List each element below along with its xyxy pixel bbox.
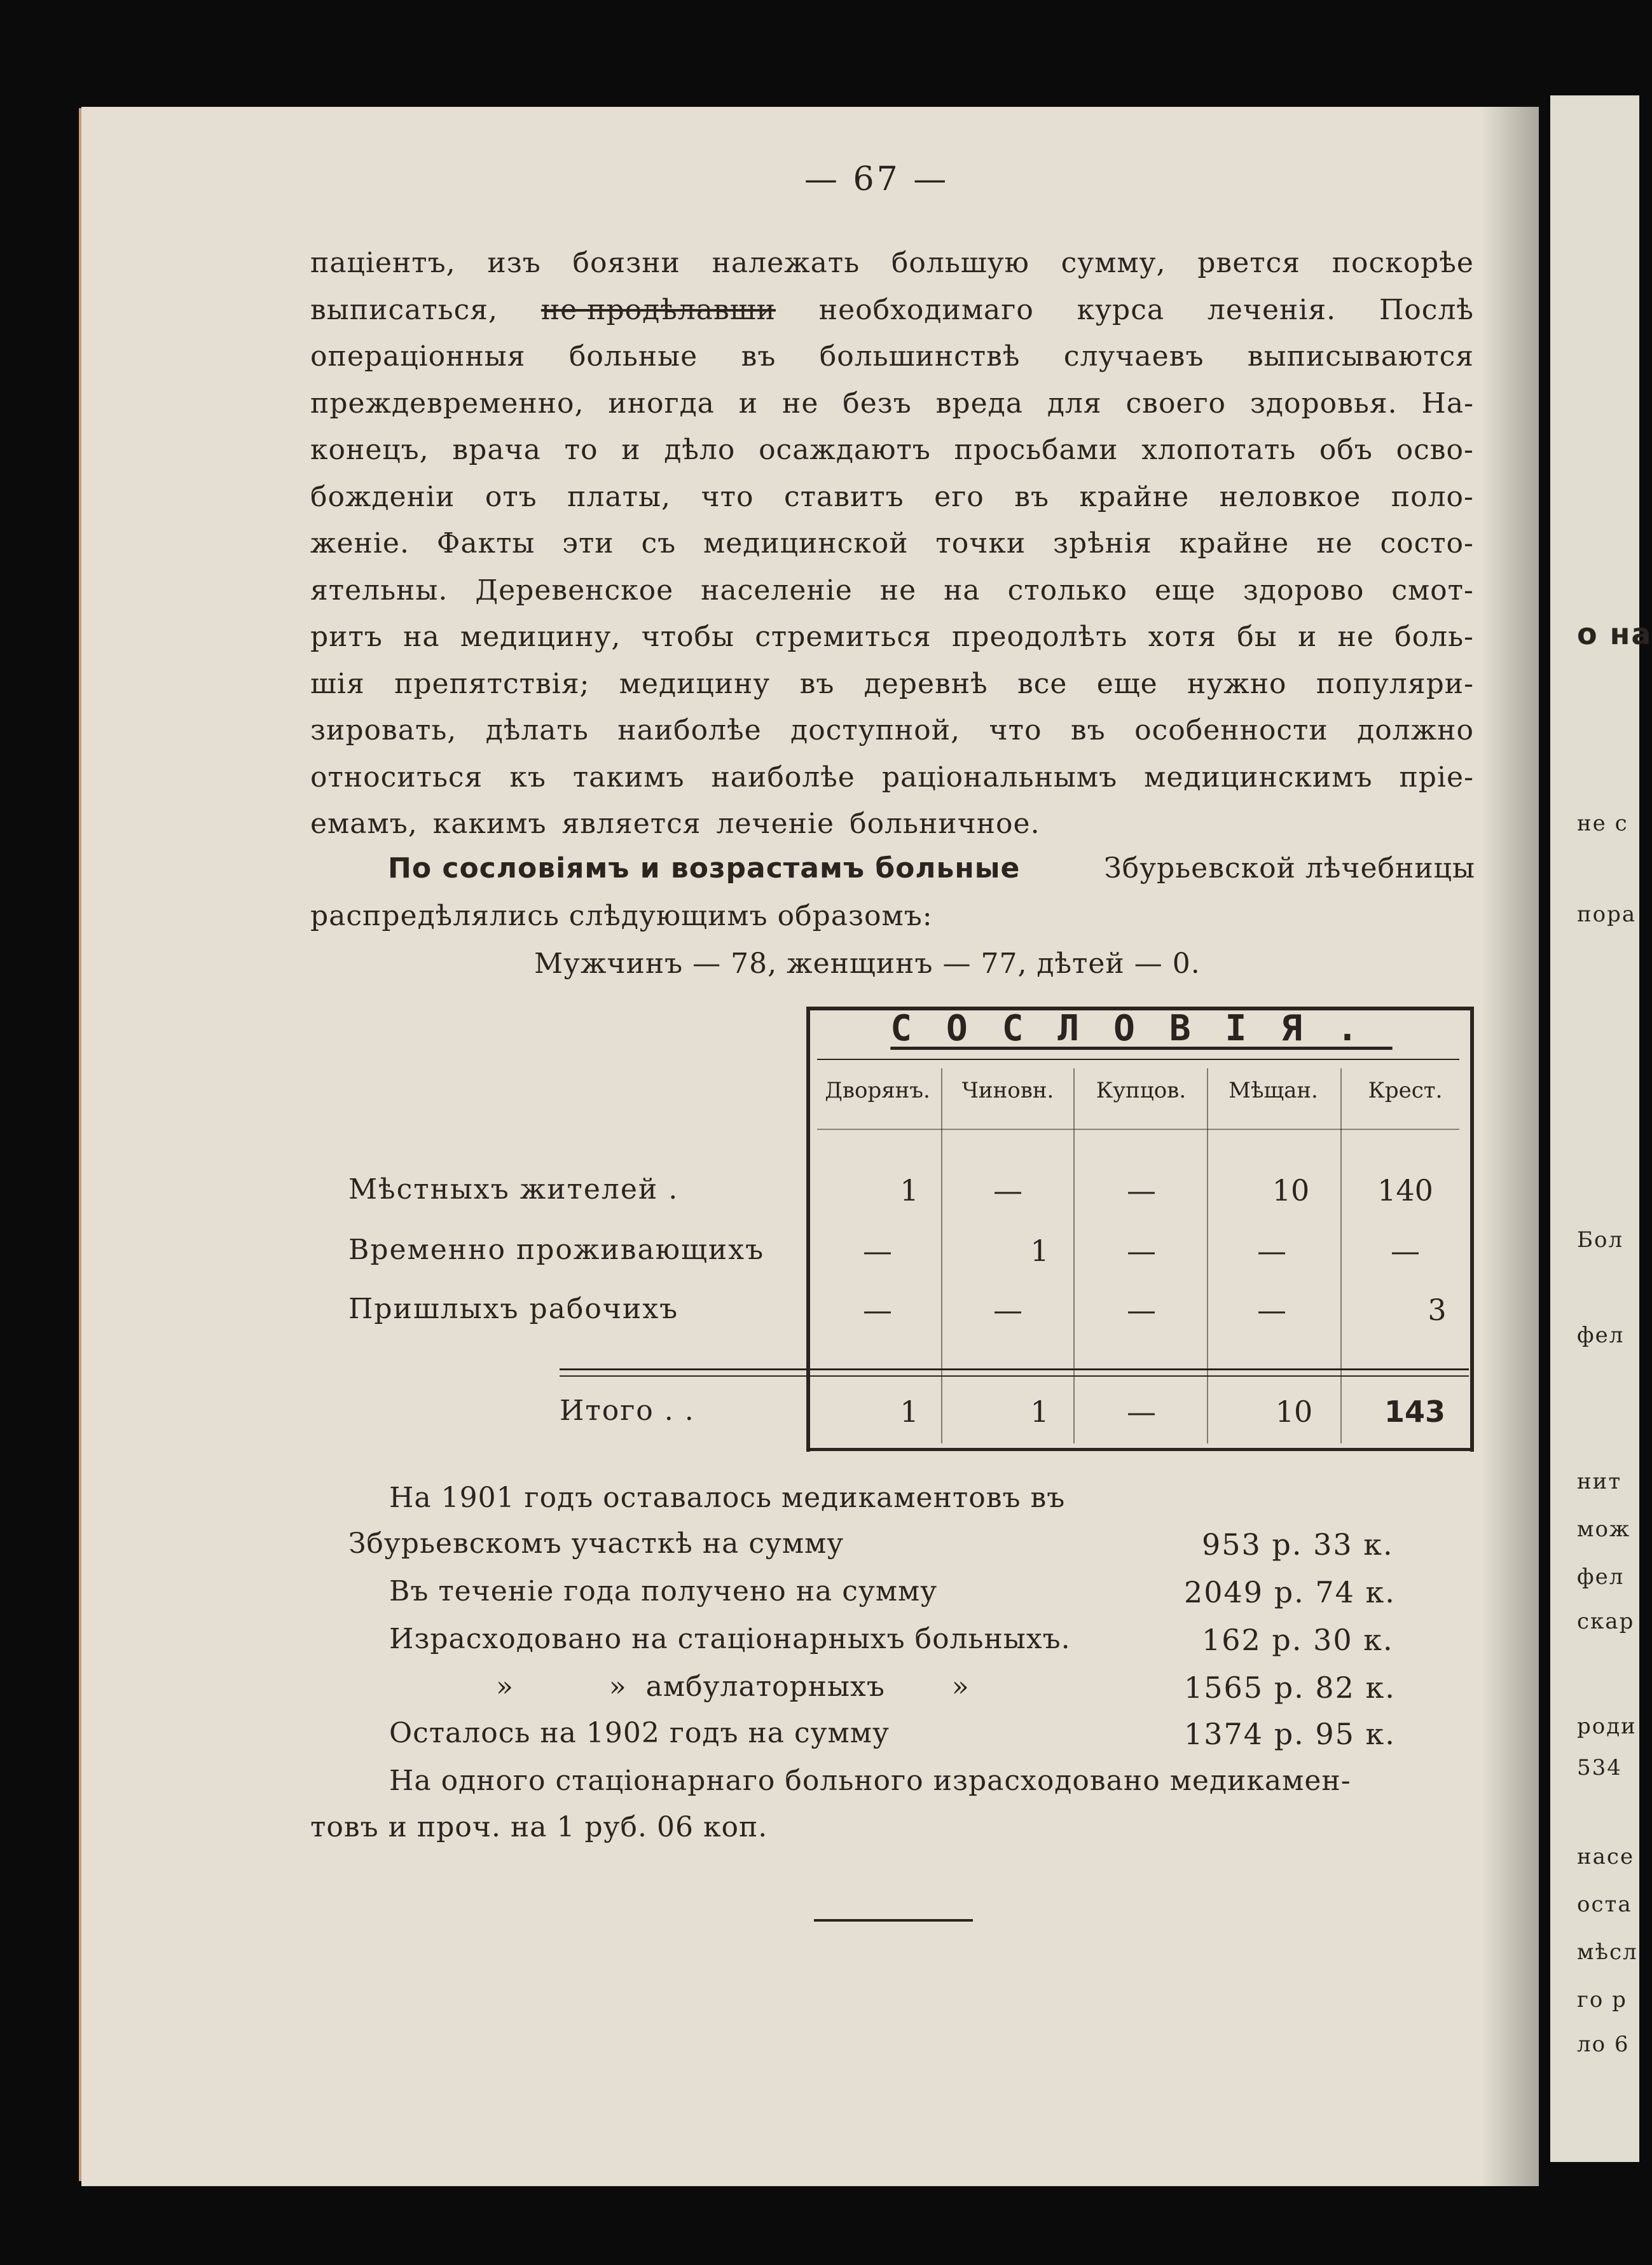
finance-line8: товъ и проч. на 1 руб. 06 коп.: [310, 1811, 768, 1843]
cell-temp-townsfolk: —: [1257, 1234, 1286, 1268]
paragraph-word: объ: [1319, 434, 1373, 466]
paragraph-distribution-text: распредѣлялись слѣдующимъ образомъ:: [310, 900, 933, 932]
adjacent-page-fragment: 534: [1577, 1755, 1622, 1780]
paragraph-word: то: [564, 434, 598, 466]
paragraph-word: что: [989, 714, 1042, 747]
col-header-townsfolk: Мѣщан.: [1229, 1078, 1318, 1103]
paragraph-word: наиболѣе: [617, 714, 762, 747]
adjacent-page-fragment: насе: [1577, 1844, 1635, 1869]
paragraph-word: и: [621, 434, 641, 466]
paragraph-word: большинствѣ: [819, 340, 1021, 373]
adjacent-page-fragment: ло 6: [1577, 2032, 1630, 2057]
paragraph-word: належать: [712, 247, 860, 279]
table-bottom-rule: [806, 1448, 1474, 1451]
paragraph-word: леченіе: [716, 808, 835, 840]
paragraph-word: хотя: [1148, 621, 1216, 653]
paragraph-word: зировать,: [310, 714, 457, 747]
paragraph-word: крайне: [1079, 480, 1190, 513]
paragraph-word: божденіи: [310, 480, 455, 513]
paragraph-word: операціонныя: [310, 340, 526, 373]
paragraph-word: дѣло: [664, 434, 736, 466]
paragraph-word: въ: [741, 340, 776, 373]
adjacent-page-fragment: фел: [1577, 1564, 1625, 1590]
adjacent-page-fragment: нит: [1577, 1469, 1622, 1494]
paragraph-word: чтобы: [641, 621, 735, 653]
paragraph-word: дѣлать: [485, 714, 589, 747]
paragraph-line: [310, 714, 1474, 747]
paragraph-word: не: [782, 387, 819, 420]
cell-total-merchants: —: [1127, 1394, 1156, 1429]
paragraph-word: Послѣ: [1379, 293, 1474, 326]
cell-temp-officials: 1: [1030, 1234, 1049, 1268]
paragraph-word: врача: [452, 434, 541, 466]
finance-line3-value: 2049 р. 74 к.: [1184, 1575, 1396, 1609]
paragraph-word: населеніе: [701, 574, 853, 607]
cell-total-officials: 1: [1030, 1394, 1049, 1429]
adjacent-page-fragment: пора: [1577, 902, 1637, 927]
paragraph-word: популяри-: [1316, 667, 1474, 700]
cell-local-officials: —: [993, 1173, 1022, 1208]
paragraph-word: должно: [1357, 714, 1474, 747]
paragraph-distribution-rest: Збурьевской лѣчебницы: [1104, 852, 1475, 885]
paragraph-word: большую: [891, 247, 1029, 279]
finance-line3-label: Въ теченіе года получено на сумму: [389, 1575, 938, 1608]
paragraph-word: въ: [799, 667, 835, 700]
finance-line4-value: 162 р. 30 к.: [1202, 1623, 1394, 1657]
paragraph-word: преждевременно,: [310, 387, 584, 420]
paragraph-word: съ: [641, 527, 677, 560]
paragraph-word: еще: [1154, 574, 1216, 607]
paragraph-word: и: [738, 387, 759, 420]
finance-line7: На одного стаціонарнаго больного израсходовано медикамен-: [389, 1765, 1351, 1797]
paragraph-distribution-bold: По сословіямъ и возрастамъ больные: [388, 852, 1021, 885]
paragraph-word: поскорѣе: [1332, 247, 1474, 279]
paragraph-word: смот-: [1391, 574, 1474, 607]
cell-temp-merchants: —: [1127, 1234, 1156, 1268]
paragraph-line: [310, 761, 1474, 794]
row-label-total: Итого . .: [560, 1394, 695, 1427]
paragraph-word: поло-: [1391, 480, 1474, 513]
paragraph-word: емамъ,: [310, 808, 418, 840]
paragraph-line: [310, 294, 1474, 326]
paragraph-word: стремиться: [755, 621, 932, 653]
paragraph-word: медицину,: [460, 621, 621, 653]
cell-migrant-peasants: 3: [1428, 1293, 1447, 1327]
cell-total-nobility: 1: [900, 1394, 919, 1429]
table-total-rule: [560, 1368, 1469, 1370]
cell-temp-nobility: —: [863, 1234, 892, 1268]
finance-line5-label: » » амбулаторныхъ »: [496, 1670, 970, 1703]
adjacent-page-fragment: оста: [1577, 1892, 1632, 1917]
adjacent-page-fragment: мож: [1577, 1517, 1631, 1542]
paragraph-line: [310, 574, 1474, 607]
paragraph-word: преодолѣть: [951, 621, 1128, 653]
paragraph-word: сумму,: [1061, 247, 1166, 279]
paragraph-word: вреда: [935, 387, 1023, 420]
adjacent-page-fragment: мѣсл: [1577, 1939, 1638, 1965]
paragraph-word: рвется: [1197, 247, 1300, 279]
paragraph-distribution-line1: [388, 852, 1475, 885]
paragraph-word: медицину: [619, 667, 771, 700]
paragraph-word: не: [1337, 621, 1374, 653]
adjacent-page-fragment: фел: [1577, 1323, 1625, 1348]
paragraph-word: боязни: [572, 247, 680, 279]
paragraph-line: [310, 668, 1474, 700]
table-title: СОСЛОВІЯ.: [890, 1008, 1393, 1049]
finance-line2-value: 953 р. 33 к.: [1202, 1527, 1394, 1562]
paragraph-word: курса: [1077, 293, 1165, 326]
paragraph-word: на: [403, 621, 440, 653]
paragraph-line: [310, 808, 1474, 840]
adjacent-page-fragment: го р: [1577, 1987, 1627, 2013]
paragraph-line: [310, 340, 1474, 373]
paragraph-word: препятствія;: [394, 667, 590, 700]
table-left-rule: [806, 1007, 810, 1452]
col-header-merchants: Купцов.: [1096, 1078, 1187, 1103]
paragraph-word: паціентъ,: [310, 247, 456, 279]
paragraph-word: больные: [568, 340, 698, 373]
paragraph-word: въ: [1014, 480, 1050, 513]
paragraph-word: Факты: [436, 527, 535, 560]
paragraph-word: изъ: [487, 247, 541, 279]
totals-line: [534, 947, 1297, 980]
paragraph-word: бы: [1237, 621, 1277, 653]
paragraph-word: ятельны.: [310, 574, 448, 607]
cell-migrant-townsfolk: —: [1257, 1293, 1286, 1327]
paragraph-word: къ: [509, 761, 546, 794]
paragraph-word: шія: [310, 667, 365, 700]
paragraph-word: медицинской: [703, 527, 909, 560]
paragraph-word: не: [1316, 527, 1353, 560]
paragraph-word: женіе.: [310, 527, 410, 560]
paragraph-word: конецъ,: [310, 434, 429, 466]
paragraph-word: въ: [1070, 714, 1106, 747]
paragraph-word: доступной,: [790, 714, 961, 747]
paragraph-word: является: [561, 808, 701, 840]
finance-line2-label: Збурьевскомъ участкѣ на сумму: [348, 1527, 844, 1560]
cell-migrant-merchants: —: [1127, 1293, 1156, 1327]
paragraph-word: выписаться,: [310, 293, 499, 326]
paragraph-word: относиться: [310, 761, 483, 794]
adjacent-page-fragment: Бол: [1577, 1227, 1624, 1253]
paragraph-word: ставитъ: [783, 480, 904, 513]
paragraph-distribution-line2: [310, 900, 1474, 932]
closing-rule: [814, 1919, 973, 1922]
paragraph-word: платы,: [567, 480, 671, 513]
paragraph-line: [310, 527, 1474, 560]
paragraph-word: наиболѣе: [711, 761, 855, 794]
paragraph-word: точки: [935, 527, 1026, 560]
paragraph-line: [310, 621, 1474, 653]
cell-local-townsfolk: 10: [1272, 1173, 1310, 1208]
table-col-divider-1: [941, 1068, 942, 1443]
paragraph-word: необходимаго: [818, 293, 1034, 326]
paragraph-word: не: [879, 574, 917, 607]
table-right-rule: [1470, 1007, 1474, 1452]
paragraph-word: просьбами: [954, 434, 1119, 466]
paragraph-word: зрѣнія: [1053, 527, 1152, 560]
paragraph-word: деревнѣ: [864, 667, 988, 700]
paragraph-word: его: [934, 480, 984, 513]
paragraph-word: какимъ: [432, 808, 547, 840]
paragraph-word: еще: [1096, 667, 1158, 700]
paragraph-word: здорово: [1242, 574, 1365, 607]
paragraph-word: медицинскимъ: [1144, 761, 1373, 794]
paragraph-line: [310, 481, 1474, 513]
paragraph-word: для: [1047, 387, 1102, 420]
table-header-underline: [817, 1059, 1459, 1060]
paragraph-word: больничное.: [850, 808, 1040, 840]
paragraph-word: леченія.: [1207, 293, 1337, 326]
paragraph-word: особенности: [1134, 714, 1328, 747]
paragraph-word: на: [944, 574, 981, 607]
paragraph-word: ритъ: [310, 621, 383, 653]
paragraph-word: не продѣлавши: [540, 293, 776, 326]
page-number: — 67 —: [804, 160, 949, 198]
table-total-rule-2: [560, 1375, 1469, 1377]
paragraph-word: нужно: [1187, 667, 1287, 700]
paragraph-word: раціональнымъ: [881, 761, 1118, 794]
paragraph-line: [310, 247, 1474, 279]
paragraph-word: Деревенское: [475, 574, 674, 607]
paragraph-word: здоровья.: [1249, 387, 1398, 420]
page-gutter-shadow: [1482, 107, 1539, 2186]
row-label-temporary: Временно проживающихъ: [348, 1234, 765, 1266]
cell-local-nobility: 1: [900, 1173, 919, 1208]
paragraph-word: иногда: [608, 387, 715, 420]
col-header-nobility: Дворянъ.: [825, 1078, 930, 1103]
cell-migrant-nobility: —: [863, 1293, 892, 1327]
paragraph-word: столько: [1007, 574, 1127, 607]
paragraph-word: безъ: [843, 387, 912, 420]
table-colhead-rule: [817, 1129, 1459, 1130]
paragraph-line: [310, 434, 1474, 466]
finance-line1: На 1901 годъ оставалось медикаментовъ въ: [389, 1482, 1066, 1514]
paragraph-word: и: [1297, 621, 1318, 653]
paragraph-word: что: [701, 480, 754, 513]
adjacent-page-fragment: скар: [1577, 1609, 1635, 1634]
cell-temp-peasants: —: [1391, 1234, 1420, 1268]
paragraph-word: такимъ: [572, 761, 685, 794]
finance-line6-label: Осталось на 1902 годъ на сумму: [389, 1717, 890, 1749]
col-header-peasants: Крест.: [1368, 1078, 1443, 1103]
paragraph-word: выписываются: [1247, 340, 1474, 373]
paragraph-word: случаевъ: [1063, 340, 1204, 373]
paragraph-word: крайне: [1179, 527, 1290, 560]
paragraph-word: боль-: [1394, 621, 1474, 653]
paragraph-word: отъ: [485, 480, 537, 513]
row-label-local: Мѣстныхъ жителей .: [348, 1173, 679, 1206]
cell-total-townsfolk: 10: [1275, 1394, 1313, 1429]
finance-line6-value: 1374 р. 95 к.: [1184, 1717, 1396, 1751]
col-header-officials: Чиновн.: [961, 1078, 1054, 1103]
cell-local-merchants: —: [1127, 1173, 1156, 1208]
adjacent-page-fragment: о на: [1577, 617, 1652, 651]
paragraph-word: осаждаютъ: [759, 434, 931, 466]
cell-migrant-officials: —: [993, 1293, 1022, 1327]
paragraph-word: состо-: [1380, 527, 1474, 560]
paragraph-word: хлопотать: [1141, 434, 1297, 466]
paragraph-line: [310, 387, 1474, 420]
totals-text: Мужчинъ — 78, женщинъ — 77, дѣтей — 0.: [534, 947, 1201, 980]
paragraph-word: неловкое: [1219, 480, 1361, 513]
adjacent-page-fragment: роди: [1577, 1714, 1637, 1739]
paragraph-word: все: [1017, 667, 1068, 700]
cell-total-peasants: 143: [1384, 1394, 1446, 1429]
paragraph-word: На-: [1421, 387, 1474, 420]
paragraph-word: эти: [562, 527, 614, 560]
finance-line5-value: 1565 р. 82 к.: [1184, 1670, 1396, 1705]
adjacent-page-fragment: не с: [1577, 811, 1628, 836]
paragraph-word: своего: [1125, 387, 1227, 420]
cell-local-peasants: 140: [1377, 1173, 1433, 1208]
row-label-migrant: Пришлыхъ рабочихъ: [348, 1293, 679, 1325]
paragraph-word: пріе-: [1399, 761, 1474, 794]
paragraph-word: осво-: [1396, 434, 1474, 466]
finance-line4-label: Израсходовано на стаціонарныхъ больныхъ.: [389, 1623, 1071, 1655]
